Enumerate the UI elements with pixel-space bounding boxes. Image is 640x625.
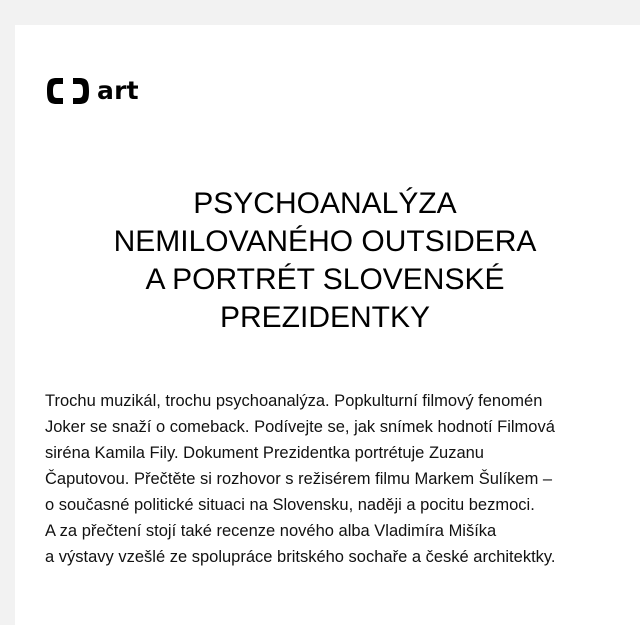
perex-line: Joker se snaží o comeback. Podívejte se, jak snímek hodnotí Filmová bbox=[45, 418, 555, 436]
perex-line: a výstavy vzešlé ze spolupráce britského sochaře a české architektky. bbox=[45, 548, 556, 566]
perex-line: Trochu muzikál, trochu psychoanalýza. Popkulturní filmový fenomén bbox=[45, 392, 543, 410]
article-perex bbox=[45, 388, 625, 570]
perex-line: Čaputovou. Přečtěte si rozhovor s režisérem filmu Markem Šulíkem – bbox=[45, 470, 553, 488]
ct-art-logo[interactable] bbox=[45, 75, 139, 107]
headline-line: A PORTRÉT SLOVENSKÉ bbox=[145, 263, 505, 296]
ct-bracket-logo-icon bbox=[45, 76, 91, 106]
perex-line: siréna Kamila Fily. Dokument Prezidentka portrétuje Zuzanu bbox=[45, 444, 484, 462]
headline-line: PREZIDENTKY bbox=[219, 301, 431, 334]
perex-line: A za přečtení stojí také recenze nového alba Vladimíra Mišíka bbox=[45, 522, 497, 540]
newsletter-card bbox=[15, 25, 640, 625]
logo-text: art bbox=[97, 76, 139, 105]
article-headline bbox=[45, 185, 605, 337]
headline-line: NEMILOVANÉHO OUTSIDERA bbox=[113, 225, 537, 258]
perex-line: o současné politické situaci na Slovensku, naději a pocitu bezmoci. bbox=[45, 496, 535, 514]
headline-line: PSYCHOANALÝZA bbox=[193, 187, 457, 220]
